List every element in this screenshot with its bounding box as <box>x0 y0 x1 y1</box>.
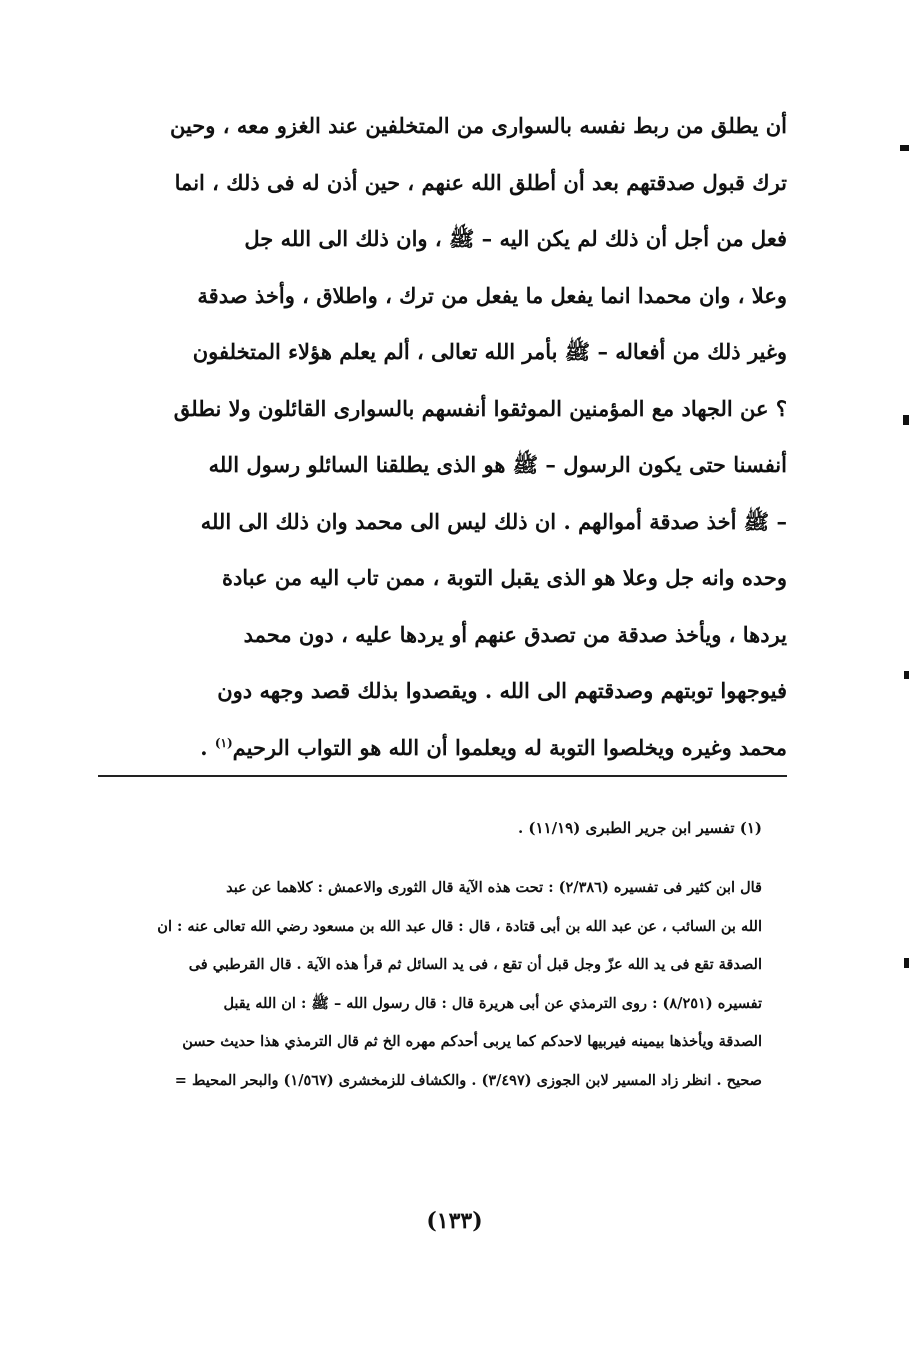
text-line: يردها ، ويأخذ صدقة من تصدق عنهم أو يردها عليه ، دون محمد <box>243 621 787 647</box>
text-line: وغير ذلك من أفعاله – ﷺ بأمر الله تعالى ، ألم يعلم هؤلاء المتخلفون <box>192 339 787 364</box>
footnote-line: تفسيره (٨/٢٥١) : روى الترمذي عن أبى هريرة قال : قال رسول الله – ﷺ : ان الله يقبل <box>223 994 762 1012</box>
footnote-line: صحيح . انظر زاد المسير لابن الجوزى (٣/٤٩٧) . والكشاف للزمخشرى (١/٥٦٧) والبحر المحيط = <box>174 1071 762 1089</box>
footnote-line: قال ابن كثير فى تفسيره (٢/٣٨٦) : تحت هذه الآية قال الثورى والاعمش : كلاهما عن عبد <box>226 879 762 896</box>
last-line-text: محمد وغيره ويخلصوا التوبة له ويعلموا أن الله هو التواب الرحيم <box>232 734 787 760</box>
scan-edge-mark <box>904 671 909 679</box>
footnote-marker: (١) <box>214 735 233 750</box>
scan-edge-mark <box>900 145 909 151</box>
footnotes-section <box>98 815 762 1100</box>
final-period: . <box>200 734 215 760</box>
text-line: ترك قبول صدقتهم بعد أن أطلق الله عنهم ، حين أذن له فى ذلك ، انما <box>174 169 787 195</box>
footnote-line: الله بن السائب ، عن عبد الله بن أبى قتادة ، قال : قال عبد الله بن مسعود رضي الله تعالى عنه : ان <box>157 917 762 935</box>
footnote-line: الصدقة تقع فى يد الله عزّ وجل قبل أن تقع ، فى يد السائل ثم قرأ هذه الآية . قال القرطبي فى <box>188 956 762 973</box>
main-text-block <box>92 98 787 776</box>
footnote-reference: (١) تفسير ابن جرير الطبرى (١١/١٩) . <box>517 819 762 837</box>
page-number: (١٣٣) <box>426 1208 483 1234</box>
footnote-line: الصدقة ويأخذها بيمينه فيربيها لاحدكم كما يربى أحدكم مهره الخ ثم قال الترمذي هذا حديث حسن <box>182 1033 762 1050</box>
scan-edge-mark <box>903 415 909 425</box>
text-line: أن يطلق من ربط نفسه بالسوارى من المتخلفين عند الغزو معه ، وحين <box>169 113 787 138</box>
scan-edge-mark <box>904 958 909 968</box>
text-line: فعل من أجل أن ذلك لم يكن اليه – ﷺ ، وان ذلك الى الله جل <box>244 226 787 251</box>
text-line: وحده وانه جل وعلا هو الذى يقبل التوبة ، ممن تاب اليه من عبادة <box>221 565 787 590</box>
text-line: – ﷺ أخذ صدقة أموالهم . ان ذلك ليس الى محمد وان ذلك الى الله <box>200 508 787 534</box>
footnote-divider <box>98 775 787 777</box>
text-line: فيوجهوا توبتهم وصدقتهم الى الله . ويقصدوا بذلك قصد وجهه دون <box>217 678 787 703</box>
text-line: ؟ عن الجهاد مع المؤمنين الموثقوا أنفسهم بالسوارى القائلون ولا نطلق <box>173 395 787 421</box>
last-text-line <box>92 720 787 777</box>
text-line: أنفسنا حتى يكون الرسول – ﷺ هو الذى يطلقنا السائلو رسول الله <box>208 452 787 477</box>
footnote-paragraph <box>98 869 762 1100</box>
text-line: وعلا ، وان محمدا انما يفعل ما يفعل من ترك ، واطلاق ، وأخذ صدقة <box>197 282 787 308</box>
